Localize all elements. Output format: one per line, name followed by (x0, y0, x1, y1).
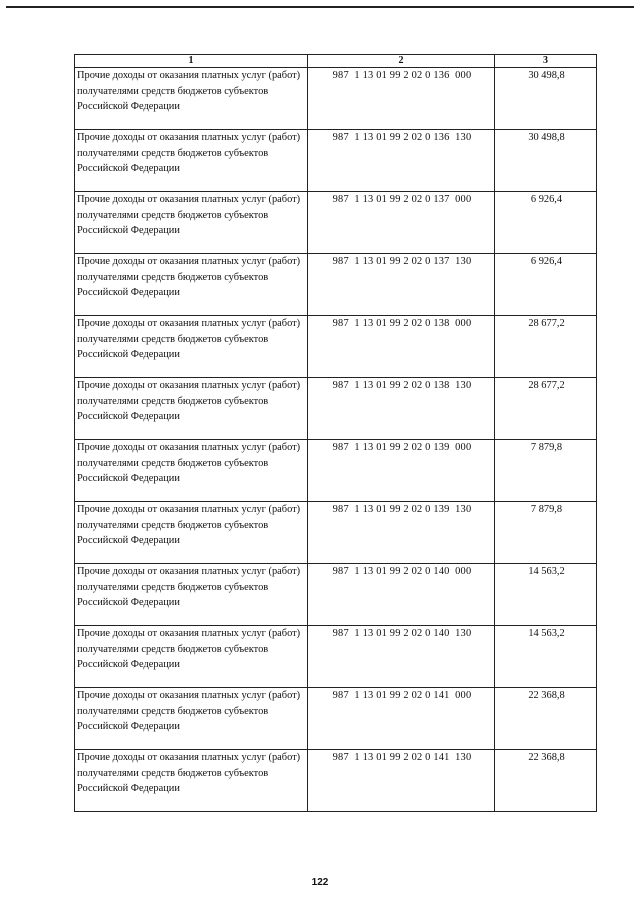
amount-cell: 6 926,4 (495, 254, 597, 316)
budget-code-cell: 987 1 13 01 99 2 02 0 136 130 (308, 130, 495, 192)
revenue-name-cell: Прочие доходы от оказания платных услуг (работ) получателями средств бюджетов субъектов Российской Федерации (75, 254, 308, 316)
amount-cell: 30 498,8 (495, 130, 597, 192)
amount-cell: 14 563,2 (495, 626, 597, 688)
table-row (75, 626, 597, 688)
table-row (75, 68, 597, 130)
budget-code-cell: 987 1 13 01 99 2 02 0 140 130 (308, 626, 495, 688)
amount-cell: 7 879,8 (495, 440, 597, 502)
budget-code-cell: 987 1 13 01 99 2 02 0 138 130 (308, 378, 495, 440)
revenue-name-cell: Прочие доходы от оказания платных услуг (работ) получателями средств бюджетов субъектов Российской Федерации (75, 688, 308, 750)
amount-cell: 30 498,8 (495, 68, 597, 130)
table-row (75, 378, 597, 440)
budget-code-cell: 987 1 13 01 99 2 02 0 139 000 (308, 440, 495, 502)
revenue-name-cell: Прочие доходы от оказания платных услуг (работ) получателями средств бюджетов субъектов Российской Федерации (75, 750, 308, 812)
amount-cell: 22 368,8 (495, 750, 597, 812)
amount-cell: 7 879,8 (495, 502, 597, 564)
amount-cell: 22 368,8 (495, 688, 597, 750)
budget-code-cell: 987 1 13 01 99 2 02 0 140 000 (308, 564, 495, 626)
amount-cell: 14 563,2 (495, 564, 597, 626)
top-rule (6, 6, 634, 8)
column-header-2: 2 (308, 55, 495, 68)
budget-code-cell: 987 1 13 01 99 2 02 0 137 000 (308, 192, 495, 254)
revenue-name-cell: Прочие доходы от оказания платных услуг (работ) получателями средств бюджетов субъектов Российской Федерации (75, 626, 308, 688)
revenue-name-cell: Прочие доходы от оказания платных услуг (работ) получателями средств бюджетов субъектов Российской Федерации (75, 130, 308, 192)
column-header-3: 3 (495, 55, 597, 68)
table-row (75, 254, 597, 316)
table-row (75, 130, 597, 192)
revenue-name-cell: Прочие доходы от оказания платных услуг (работ) получателями средств бюджетов субъектов Российской Федерации (75, 440, 308, 502)
budget-code-cell: 987 1 13 01 99 2 02 0 136 000 (308, 68, 495, 130)
revenue-name-cell: Прочие доходы от оказания платных услуг (работ) получателями средств бюджетов субъектов Российской Федерации (75, 192, 308, 254)
revenue-table (74, 54, 597, 812)
page-number: 122 (311, 877, 329, 888)
table-row (75, 564, 597, 626)
revenue-name-cell: Прочие доходы от оказания платных услуг (работ) получателями средств бюджетов субъектов Российской Федерации (75, 68, 308, 130)
budget-code-cell: 987 1 13 01 99 2 02 0 141 000 (308, 688, 495, 750)
budget-code-cell: 987 1 13 01 99 2 02 0 139 130 (308, 502, 495, 564)
revenue-name-cell: Прочие доходы от оказания платных услуг (работ) получателями средств бюджетов субъектов Российской Федерации (75, 378, 308, 440)
table-row (75, 316, 597, 378)
revenue-name-cell: Прочие доходы от оказания платных услуг (работ) получателями средств бюджетов субъектов Российской Федерации (75, 564, 308, 626)
budget-code-cell: 987 1 13 01 99 2 02 0 137 130 (308, 254, 495, 316)
table-header-row (75, 55, 597, 68)
table-row (75, 192, 597, 254)
table-row (75, 502, 597, 564)
amount-cell: 28 677,2 (495, 378, 597, 440)
revenue-name-cell: Прочие доходы от оказания платных услуг (работ) получателями средств бюджетов субъектов Российской Федерации (75, 316, 308, 378)
table-row (75, 688, 597, 750)
amount-cell: 28 677,2 (495, 316, 597, 378)
table-row (75, 440, 597, 502)
revenue-name-cell: Прочие доходы от оказания платных услуг (работ) получателями средств бюджетов субъектов Российской Федерации (75, 502, 308, 564)
budget-code-cell: 987 1 13 01 99 2 02 0 141 130 (308, 750, 495, 812)
column-header-1: 1 (75, 55, 308, 68)
budget-code-cell: 987 1 13 01 99 2 02 0 138 000 (308, 316, 495, 378)
amount-cell: 6 926,4 (495, 192, 597, 254)
table-row (75, 750, 597, 812)
